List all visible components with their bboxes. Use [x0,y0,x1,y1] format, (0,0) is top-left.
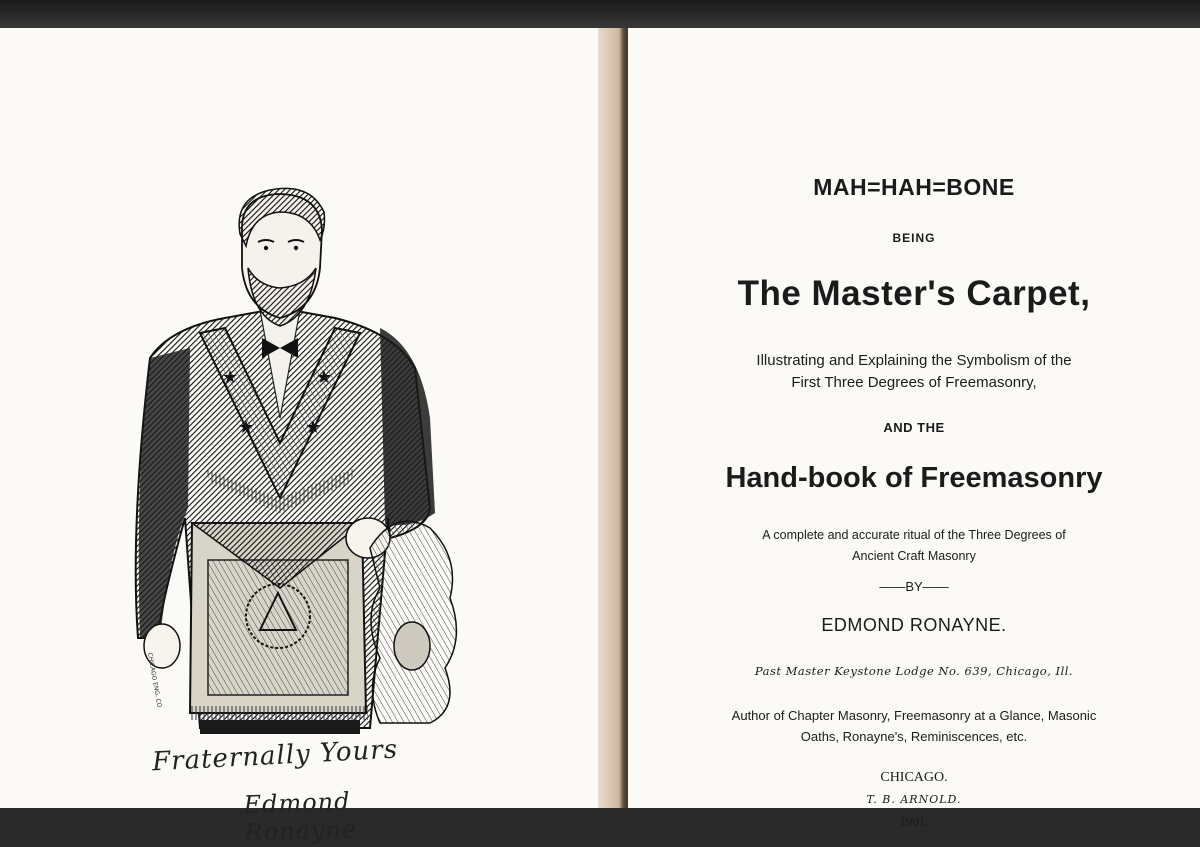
publication-year: 1901. [899,814,929,829]
title-mah-hah-bone: MAH=HAH=BONE [813,174,1015,200]
illustrating-text [628,350,1200,394]
left-page [0,28,598,847]
past-master-credit: Past Master Keystone Lodge No. 639, Chicago, Ill. [754,664,1074,678]
ritual-line-2: Ancient Craft Masonry [852,549,976,563]
publisher-name: T. B. ARNOLD. [866,793,962,806]
svg-text:★: ★ [238,417,255,438]
author-of-line-2: Oaths, Ronayne's, Reminiscences, etc. [800,729,1028,744]
title-masters-carpet: The Master's Carpet, [737,274,1091,313]
by-label: ——BY—— [879,579,949,594]
author-name: EDMOND RONAYNE. [821,615,1007,635]
illustrating-line-1: Illustrating and Explaining the Symbolism of the [756,352,1072,369]
signature-line-2: Edmond Ronayne [243,787,358,847]
svg-text:★: ★ [222,367,239,388]
book-spine [598,28,628,808]
right-page-title [628,28,1200,829]
signature-line-1: Fraternally Yours [151,734,399,778]
svg-text:★: ★ [305,417,322,438]
author-of-line-1: Author of Chapter Masonry, Freemasonry at a Glance, Masonic [731,708,1097,723]
title-handbook: Hand-book of Freemasonry [725,462,1103,494]
signature [148,733,468,847]
author-of-works [628,705,1200,747]
engraver-mark: CHICAGO ENG. CO [146,652,163,709]
illustrating-line-2: First Three Degrees of Freemasonry, [791,374,1037,391]
ritual-description [628,525,1200,567]
being-label: BEING [892,231,936,245]
and-the-label: AND THE [883,420,945,435]
ritual-line-1: A complete and accurate ritual of the Three Degrees of [762,528,1066,542]
engraved-portrait [130,168,480,738]
book-top-edge [0,0,1200,30]
publication-city: CHICAGO. [880,770,948,785]
svg-text:★: ★ [316,367,333,388]
